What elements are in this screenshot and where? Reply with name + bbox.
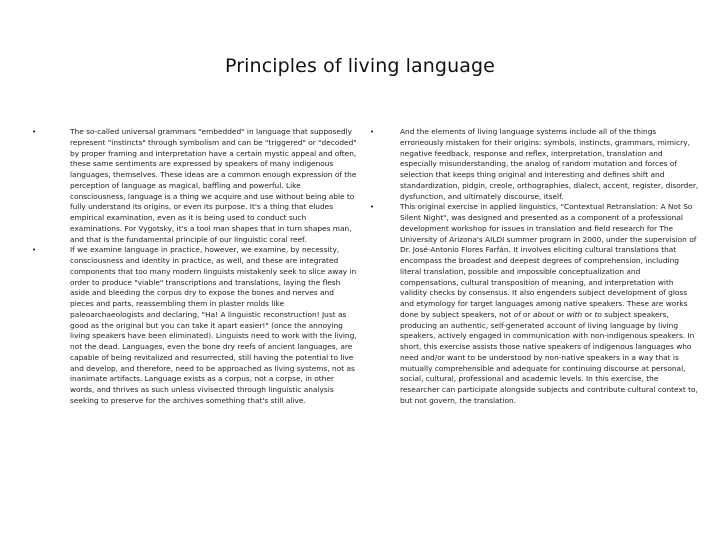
- bullet-dot: •: [370, 203, 375, 212]
- emphasis-about: about: [532, 309, 555, 319]
- text-segment: subject speakers, producing an authentic, self-generated account of living language by living speakers, actively engaged in communication with non-indigenous speakers. In short, this exercise assists those native speakers of indigenous languages who need and/or want to be understood by non-native speakers in a way that is mutually comprehensible and adequate for continuing discourse at personal, social, cultural, professional and academic levels. In this exercise, the researcher can participate alongside subjects and contribute cultural context to, but not govern, the translation.: [400, 309, 698, 405]
- text-segment: This original exercise in applied linguistics, "Contextual Retranslation: A Not So Silent Night", was designed and presented as a component of a professional development workshop for issues in translation and field research for The University of Arizona's AILDI summer program in 2000, under the supervision of Dr. José-Antonio Flores Farfán. It involves eliciting cultural translations that encompass the broadest and deepest degrees of comprehension, including literal translation, possible and impossible conceptualization and compensations, cultural transposition of meaning, and interpretation with validity checks by consensus. It also engenders subject development of gloss and etymology for target languages among native speakers. These are works done by subject speakers, not: [400, 202, 697, 319]
- bullet-text: If we examine language in practice, however, we examine, by necessity, consciousness and identity in practice, as well, and these are integrated components that too many modern linguists mistakenly seek to slice away in order to produce "viable" transcriptions and translations, laying the flesh aside and bleeding the corpus dry to expose the bones and nerves and pieces and parts, reassembling them in plaster molds like paleoarchaeologists and declaring, "Ha! A linguistic reconstruction! Just as good as the original but you can take it apart easier!" (once the annoying living speakers have been eliminated). Linguists need to work with the living, not the dead. Languages, even the bone dry reefs of ancient languages, are capable of being revitalized and resurrected, still having the potential to live and develop, and therefore, need to be approached as living systems, not as inanimate artifacts. Language exists as a corpus, not a corpse, in other words, and thrives as such unless vivisected through linguistic analysis seeking to preserve for the archives something that's still alive.: [70, 245, 357, 405]
- bullet-dot: •: [32, 128, 37, 136]
- emphasis-to: to: [594, 309, 602, 319]
- bullet-text: The so-called universal grammars "embedded" in language that supposedly represent "instincts" through symbolism and can be "triggered" or "decoded" by proper framing and interpretation have a certain mystic appeal and often, these same sentiments are expressed by speakers of many indigenous languages, themselves. These ideas are a common enough expression of the perception of language as magical, baffling and powerful. Like consciousness, language is a thing we acquire and use without being able to fully understand its origins, or even its purpose. It's a thing that eludes empirical examination, even as it is being used to conduct such examinations. For Vygotsky, it's a tool man shapes that in turn shapes man, and that is the fundamental principle of our linguistic coral reef.: [70, 127, 357, 244]
- bullet-item-living-language-elements: [366, 127, 700, 202]
- slide-title: Principles of living language: [225, 55, 495, 77]
- text-segment: or: [520, 309, 533, 319]
- emphasis-with: with: [566, 309, 583, 319]
- bullet-dot: •: [32, 246, 37, 255]
- emphasis-of: of: [513, 309, 521, 319]
- right-text-column: [366, 127, 700, 407]
- bullet-item-universal-grammars: [28, 127, 358, 245]
- bullet-text: And the elements of living language systems include all of the things erroneously mistaken for their origins: symbols, instincts, grammars, mimicry, negative feedback, response and reflex, interpretation, translation and especially misunderstanding, the analog of random mutation and forces of selection that keeps thing original and interesting and defines shift and standardization, pidgin, creole, orthographies, dialect, accent, register, disorder, dysfunction, and ultimately discourse, itself.: [400, 127, 699, 201]
- bullet-dot: •: [370, 128, 375, 136]
- text-segment: or: [582, 309, 595, 319]
- text-segment: or: [554, 309, 567, 319]
- bullet-text: [400, 202, 700, 406]
- left-text-column: [28, 127, 358, 407]
- bullet-item-language-in-practice: [28, 245, 358, 406]
- bullet-item-contextual-retranslation: [366, 202, 700, 406]
